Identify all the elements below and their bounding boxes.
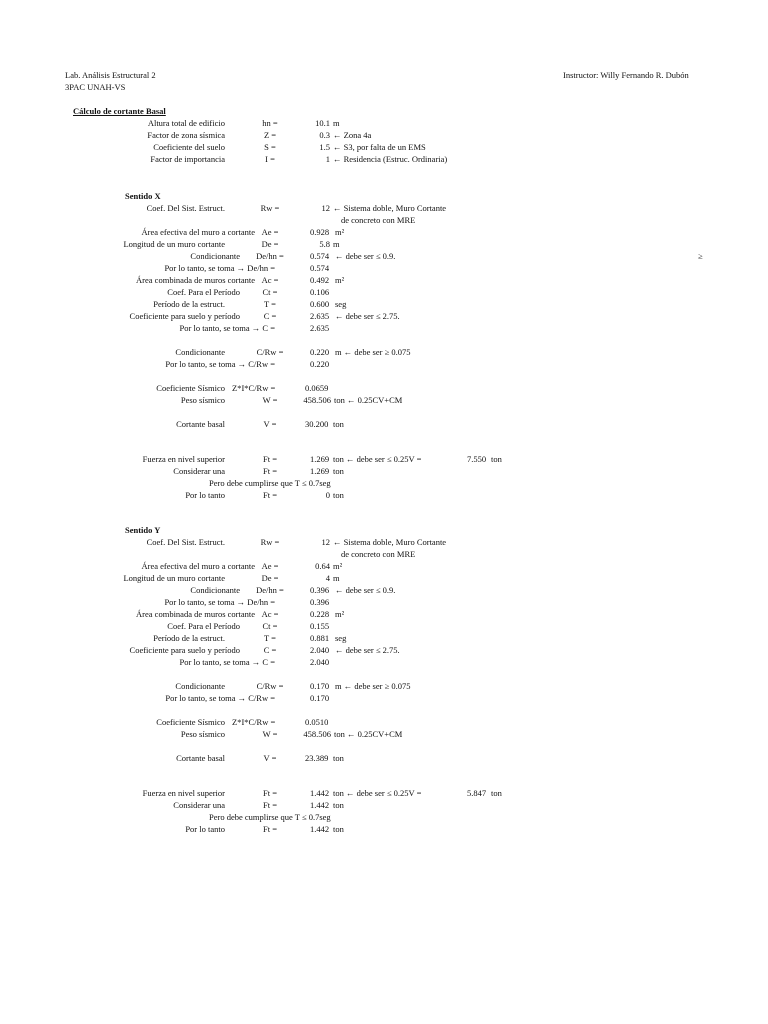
tomo3-label: Por lo tanto, se toma → C/Rw = [165, 359, 275, 369]
v-value: 23.389 [305, 753, 329, 763]
ft1-note: ton ← debe ser ≤ 0.25V = [333, 788, 422, 798]
v-label: Cortante basal [176, 753, 225, 763]
cond1-label: Condicionante [190, 251, 240, 261]
w-label: Peso sísmico [180, 395, 225, 405]
de-unit: m [333, 239, 340, 249]
param-note: ← Zona 4a [333, 130, 372, 140]
ft1-label: Fuerza en nivel superior [142, 788, 225, 798]
c-value: 2.635 [310, 311, 330, 321]
t-label: Período de la estruct. [153, 299, 225, 309]
v-unit: ton [333, 753, 344, 763]
ae-label: Área efectiva del muro a cortante [141, 227, 255, 237]
ft2-label: Considerar una [173, 466, 225, 476]
ft1-limit-value: 5.847 [467, 788, 487, 798]
rw-note: ← Sistema doble, Muro Cortante [333, 203, 447, 213]
c-label: Coeficiente para suelo y período [129, 645, 240, 655]
cond1-value: 0.396 [310, 585, 330, 595]
rw-note: ← Sistema doble, Muro Cortante [333, 537, 447, 547]
param-label: Coeficiente del suelo [153, 142, 225, 152]
w-note: ton ← 0.25CV+CM [334, 395, 403, 405]
tomo1-value: 0.574 [310, 263, 330, 273]
de-value: 4 [325, 573, 330, 583]
ct-symbol: Ct = [262, 287, 278, 297]
ft1-label: Fuerza en nivel superior [142, 454, 225, 464]
de-label: Longitud de un muro cortante [123, 573, 225, 583]
ft1-note: ton ← debe ser ≤ 0.25V = [333, 454, 422, 464]
w-symbol: W = [262, 729, 278, 739]
w-value: 458.506 [303, 395, 331, 405]
cond2-value: 0.170 [310, 681, 330, 691]
ac-unit: m² [335, 275, 345, 285]
tomo1-label: Por lo tanto, se toma → De/hn = [164, 597, 275, 607]
ft3-value: 1.442 [310, 824, 330, 834]
instructor-name: Instructor: Willy Fernando R. Dubón [563, 70, 689, 80]
ae-value: 0.64 [315, 561, 330, 571]
c-note: ← debe ser ≤ 2.75. [335, 311, 400, 321]
t-value: 0.600 [310, 299, 330, 309]
param-note: m [333, 118, 340, 128]
ft1-symbol: Ft = [262, 454, 277, 464]
period-condition: Pero debe cumplirse que T ≤ 0.7seg [209, 478, 331, 488]
cs-label: Coeficiente Sísmico [156, 717, 225, 727]
t-symbol: T = [264, 633, 276, 643]
tomo2-label: Por lo tanto, se toma → C = [179, 657, 275, 667]
cond2-note: m ← debe ser ≥ 0.075 [335, 347, 411, 357]
tomo2-value: 2.040 [310, 657, 330, 667]
section-title: Cálculo de cortante Basal [73, 106, 166, 116]
ft1-limit-unit: ton [491, 788, 502, 798]
rw-symbol: Rw = [260, 203, 280, 213]
cs-value: 0.0659 [305, 383, 329, 393]
ac-symbol: Ac = [261, 609, 279, 619]
sentido-x-title: Sentido X [125, 191, 161, 201]
ct-label: Coef. Para el Período [167, 287, 240, 297]
cond1-note: ← debe ser ≤ 0.9. [335, 251, 396, 261]
ft1-limit-unit: ton [491, 454, 502, 464]
period-condition: Pero debe cumplirse que T ≤ 0.7seg [209, 812, 331, 822]
ft1-value: 1.442 [310, 788, 330, 798]
w-label: Peso sísmico [180, 729, 225, 739]
cond1-value: 0.574 [310, 251, 330, 261]
t-unit: seg [335, 299, 347, 309]
param-value: 1 [325, 154, 330, 164]
ct-label: Coef. Para el Período [167, 621, 240, 631]
ac-label: Área combinada de muros cortante [136, 275, 255, 285]
v-value: 30.200 [305, 419, 329, 429]
c-value: 2.040 [310, 645, 330, 655]
param-symbol: Z = [263, 130, 277, 140]
param-note: ← S3, por falta de un EMS [333, 142, 426, 152]
de-symbol: De = [261, 239, 279, 249]
param-note: ← Residencia (Estruc. Ordinaria) [333, 154, 448, 164]
param-value: 10.1 [315, 118, 330, 128]
cond2-symbol: C/Rw = [256, 681, 284, 691]
ac-symbol: Ac = [261, 275, 279, 285]
ac-value: 0.228 [310, 609, 330, 619]
tomo1-label: Por lo tanto, se toma → De/hn = [164, 263, 275, 273]
param-value: 0.3 [319, 130, 330, 140]
rw-note-continued: de concreto con MRE [341, 549, 416, 559]
ft2-value: 1.269 [310, 466, 330, 476]
cond2-label: Condicionante [175, 347, 225, 357]
ft2-unit: ton [333, 800, 344, 810]
de-label: Longitud de un muro cortante [123, 239, 225, 249]
course-name: Lab. Análisis Estructural 2 [65, 70, 156, 80]
rw-label: Coef. Del Sist. Estruct. [146, 203, 225, 213]
ft3-value: 0 [325, 490, 330, 500]
param-label: Factor de importancia [150, 154, 225, 164]
c-symbol: C = [263, 645, 277, 655]
course-group: 3PAC UNAH-VS [65, 82, 126, 92]
param-symbol: hn = [262, 118, 278, 128]
t-symbol: T = [264, 299, 276, 309]
ft2-symbol: Ft = [262, 800, 277, 810]
cond1-note: ← debe ser ≤ 0.9. [335, 585, 396, 595]
w-symbol: W = [262, 395, 278, 405]
cond2-label: Condicionante [175, 681, 225, 691]
t-value: 0.881 [310, 633, 330, 643]
ft2-symbol: Ft = [262, 466, 277, 476]
param-value: 1.5 [319, 142, 330, 152]
ct-symbol: Ct = [262, 621, 278, 631]
c-symbol: C = [263, 311, 277, 321]
rw-value: 12 [321, 537, 330, 547]
ft3-unit: ton [333, 490, 344, 500]
cond1-symbol: De/hn = [256, 251, 284, 261]
ft3-label: Por lo tanto [185, 490, 225, 500]
ft2-label: Considerar una [173, 800, 225, 810]
ft1-limit-value: 7.550 [467, 454, 487, 464]
de-value: 5.8 [319, 239, 330, 249]
ae-label: Área efectiva del muro a cortante [141, 561, 255, 571]
tomo2-value: 2.635 [310, 323, 330, 333]
ft3-unit: ton [333, 824, 344, 834]
c-label: Coeficiente para suelo y período [129, 311, 240, 321]
ac-value: 0.492 [310, 275, 330, 285]
c-note: ← debe ser ≤ 2.75. [335, 645, 400, 655]
cond2-note: m ← debe ser ≥ 0.075 [335, 681, 411, 691]
ac-label: Área combinada de muros cortante [136, 609, 255, 619]
cond2-symbol: C/Rw = [256, 347, 284, 357]
ft1-symbol: Ft = [262, 788, 277, 798]
param-symbol: I = [265, 154, 275, 164]
tomo1-value: 0.396 [310, 597, 330, 607]
cs-symbol: Z*I*C/Rw = [232, 383, 276, 393]
tomo3-value: 0.170 [310, 693, 330, 703]
rw-value: 12 [321, 203, 330, 213]
w-note: ton ← 0.25CV+CM [334, 729, 403, 739]
cond1-label: Condicionante [190, 585, 240, 595]
sentido-y-title: Sentido Y [125, 525, 161, 535]
w-value: 458.506 [303, 729, 331, 739]
ct-value: 0.155 [310, 621, 330, 631]
ft2-unit: ton [333, 466, 344, 476]
v-label: Cortante basal [176, 419, 225, 429]
cond1-symbol: De/hn = [256, 585, 284, 595]
cs-value: 0.0510 [305, 717, 329, 727]
ft2-value: 1.442 [310, 800, 330, 810]
cs-label: Coeficiente Sísmico [156, 383, 225, 393]
param-label: Altura total de edificio [147, 118, 225, 128]
tomo3-value: 0.220 [310, 359, 330, 369]
cs-symbol: Z*I*C/Rw = [232, 717, 276, 727]
ae-symbol: Ae = [261, 227, 279, 237]
rw-label: Coef. Del Sist. Estruct. [146, 537, 225, 547]
ft3-symbol: Ft = [262, 824, 277, 834]
param-symbol: S = [264, 142, 276, 152]
tomo3-label: Por lo tanto, se toma → C/Rw = [165, 693, 275, 703]
ae-symbol: Ae = [261, 561, 279, 571]
v-unit: ton [333, 419, 344, 429]
v-symbol: V = [263, 419, 277, 429]
ae-unit: m² [335, 227, 345, 237]
ft1-value: 1.269 [310, 454, 330, 464]
cond2-value: 0.220 [310, 347, 330, 357]
param-label: Factor de zona sísmica [147, 130, 225, 140]
ft3-symbol: Ft = [262, 490, 277, 500]
ae-unit: m² [333, 561, 343, 571]
tomo2-label: Por lo tanto, se toma → C = [179, 323, 275, 333]
ct-value: 0.106 [310, 287, 330, 297]
rw-symbol: Rw = [260, 537, 280, 547]
de-symbol: De = [261, 573, 279, 583]
ft3-label: Por lo tanto [185, 824, 225, 834]
t-unit: seg [335, 633, 347, 643]
rw-note-continued: de concreto con MRE [341, 215, 416, 225]
v-symbol: V = [263, 753, 277, 763]
ac-unit: m² [335, 609, 345, 619]
stray-symbol: ≥ [698, 251, 703, 261]
ae-value: 0.928 [310, 227, 330, 237]
t-label: Período de la estruct. [153, 633, 225, 643]
de-unit: m [333, 573, 340, 583]
